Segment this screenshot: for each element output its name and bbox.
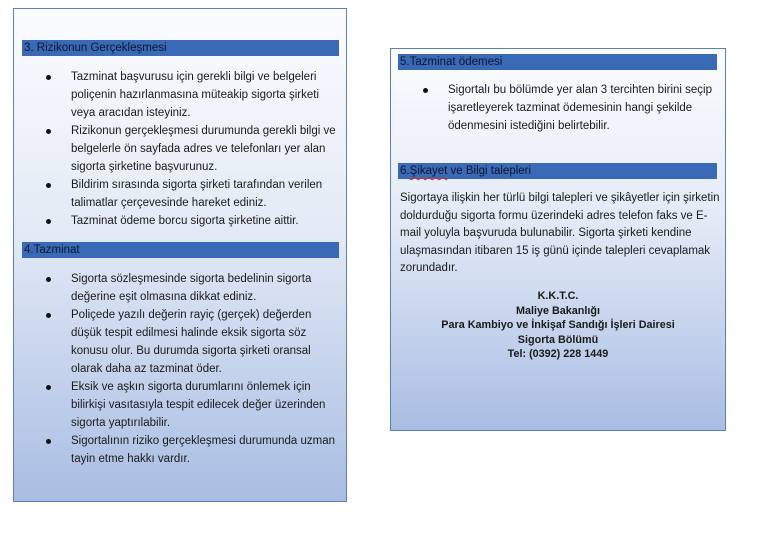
section-4-list	[22, 270, 344, 468]
section-6-heading-underlined: Şikayet	[409, 165, 448, 177]
right-panel	[390, 48, 726, 431]
contact-footer	[391, 289, 725, 362]
section-4-heading: 4.Tazminat	[22, 242, 339, 258]
list-item: Sigortalının riziko gerçekleşmesi durumunda uzman tayin etme hakkı vardır.	[22, 432, 344, 468]
footer-department: Para Kambiyo ve İnkişaf Sandığı İşleri Dairesi	[441, 319, 675, 331]
section-3-heading: 3. Rizikonun Gerçekleşmesi	[22, 40, 339, 56]
section-5-list	[399, 81, 721, 135]
list-item: Rizikonun gerçekleşmesi durumunda gerekli bilgi ve belgelerle ön sayfada adres ve telefonları yer alan sigorta şirketine başvurunuz.	[22, 122, 344, 176]
list-item: Sigortalı bu bölümde yer alan 3 tercihten birini seçip işaretleyerek tazminat ödemesinin hangi şekilde ödenmesini istediğini belirtebilir.	[399, 81, 721, 135]
section-6-heading-rest: ve Bilgi talepleri	[447, 165, 532, 177]
list-item: Sigorta sözleşmesinde sigorta bedelinin sigorta değerine eşit olmasına dikkat ediniz.	[22, 270, 344, 306]
list-item: Bildirim sırasında sigorta şirketi tarafından verilen talimatlar çerçevesinde hareket ediniz.	[22, 176, 344, 212]
footer-ministry: Maliye Bakanlığı	[515, 304, 600, 317]
list-item: Tazminat ödeme borcu sigorta şirketine aittir.	[22, 212, 344, 230]
footer-country: K.K.T.C.	[537, 290, 579, 302]
section-3-list	[22, 68, 344, 230]
section-6-heading	[398, 163, 717, 179]
footer-division: Sigorta Bölümü	[517, 333, 599, 346]
list-item: Tazminat başvurusu için gerekli bilgi ve belgeleri poliçenin hazırlanmasına müteakip sigorta şirketi veya aracıdan isteyiniz.	[22, 68, 344, 122]
list-item: Poliçede yazılı değerin rayiç (gerçek) değerden düşük tespit edilmesi halinde eksik sigorta söz konusu olur. Bu durumda sigorta şirketi oransal olarak daha az tazminat öder.	[22, 306, 344, 378]
list-item: Eksik ve aşkın sigorta durumlarını önlemek için bilirkişi vasıtasıyla tespit edilecek değer üzerinden sigorta yaptırılabilir.	[22, 378, 344, 432]
section-5-heading: 5.Tazminat ödemesi	[398, 54, 717, 70]
left-panel	[13, 8, 347, 502]
section-6-heading-prefix: 6.	[400, 165, 410, 177]
footer-phone: Tel: (0392) 228 1449	[507, 348, 609, 360]
section-6-paragraph: Sigortaya ilişkin her türlü bilgi talepleri ve şikâyetler için şirketin doldurduğu sigorta formu üzerindeki adres telefon faks ve E-mail yoluyla başvuruda bulunabilir. Sigorta şirketi kendine ulaşmasından itibaren 15 iş günü içinde talepleri cevaplamak zorundadır.	[400, 192, 720, 274]
